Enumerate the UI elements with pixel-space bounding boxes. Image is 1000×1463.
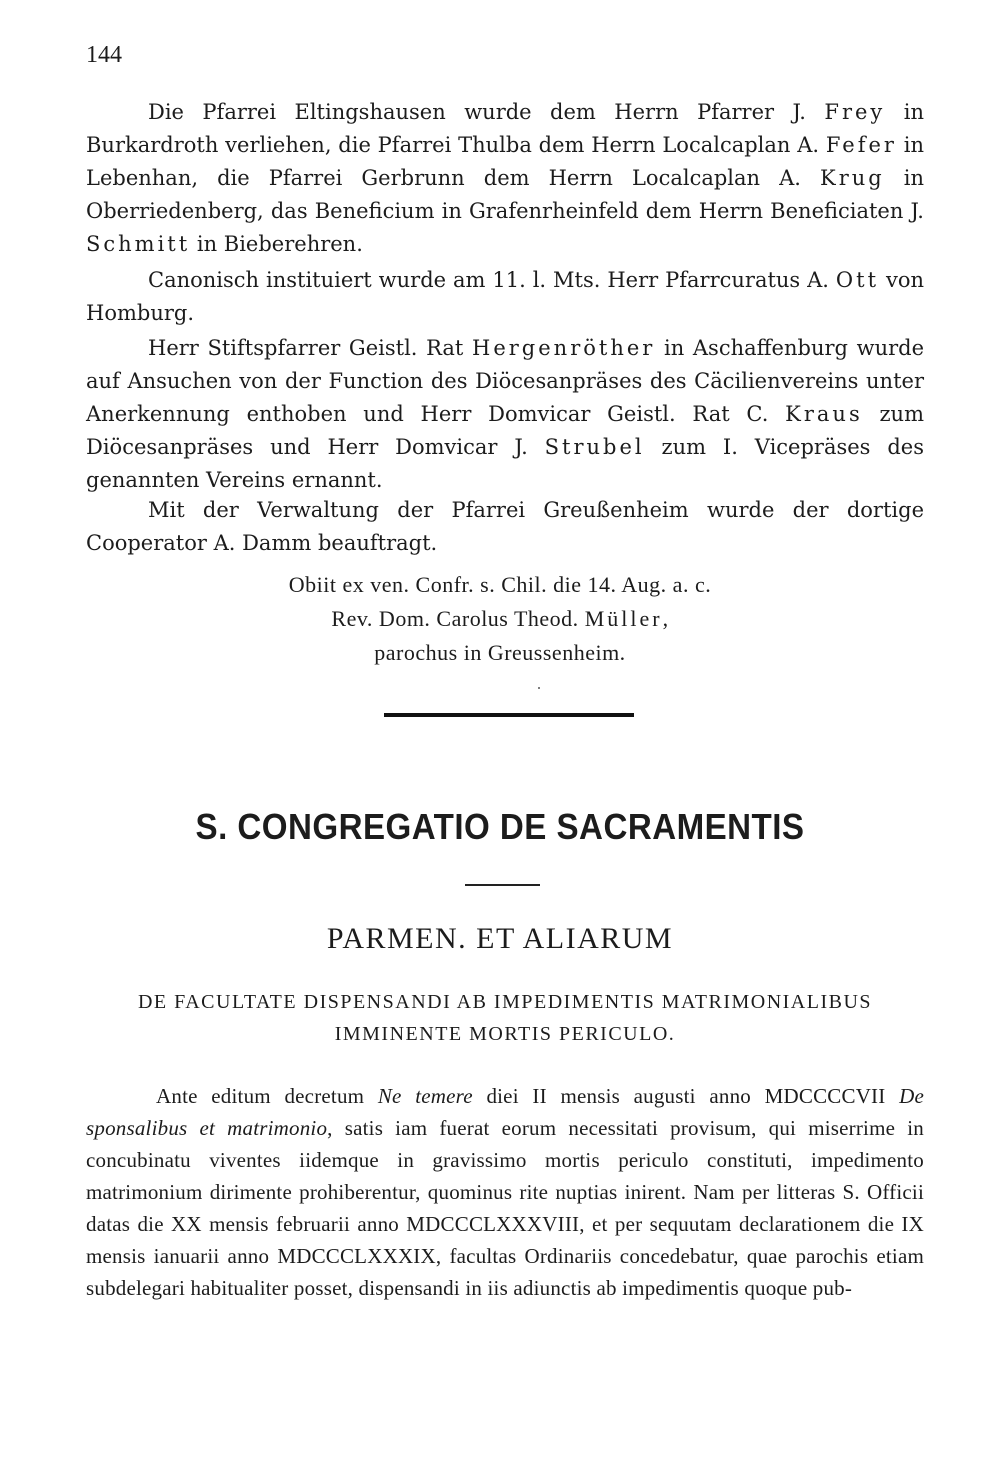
paragraph-parish-appointments bbox=[86, 96, 924, 261]
name-fefer: Fefer bbox=[825, 133, 897, 157]
section-subtitle: PARMEN. ET ALIARUM bbox=[326, 922, 674, 955]
obituary-line-3: parochus in Greussenheim. bbox=[374, 640, 626, 665]
latin-paragraph bbox=[86, 1080, 924, 1304]
text-run: Ante editum decretum bbox=[156, 1084, 378, 1108]
text-run: in Burkardroth verliehen, die Pfarrei Thulba dem Herrn Localcaplan A. bbox=[86, 100, 924, 157]
german-section-2 bbox=[86, 264, 924, 330]
ink-speck bbox=[538, 687, 540, 689]
text-run: , satis iam fuerat eorum necessitati provisum, qui miserrime in concubinatu viventes iidemque in gravissimo mortis periculo constituti, impedimento matrimonium dirimente prohiberentur, quominus rite nuptias inirent. Nam per litteras S. Officii datas die XX mensis februarii anno MDCCCLXXXVIII, et per sequutam declarationem die IX mensis ianuarii anno MDCCCLXXXIX, facultas Ordinariis concedebatur, quae parochis etiam subdelegari habitualiter posset, dispensandi in iis adiunctis ab impedimentis quoque pub- bbox=[86, 1116, 924, 1300]
text-run: Rev. Dom. Carolus Theod. bbox=[331, 606, 585, 631]
name-hergenroether: Hergenröther bbox=[472, 336, 656, 360]
decree-subtitle: De sponsalibus et matrimonio bbox=[86, 1084, 924, 1140]
text-run: zum Diöcesanpräses und Herr Domvicar J. bbox=[86, 402, 924, 459]
page-number: 144 bbox=[86, 42, 122, 68]
text-run: Die Pfarrei Eltingshausen wurde dem Herrn Pfarrer J. bbox=[148, 100, 825, 124]
title-divider bbox=[465, 884, 540, 886]
paragraph-canonical-institution bbox=[86, 264, 924, 330]
text-run: in Oberriedenberg, das Beneficium in Grafenrheinfeld dem Herrn Beneficiaten J. bbox=[86, 166, 924, 223]
obituary-line-1: Obiit ex ven. Confr. s. Chil. die 14. Aug. a. c. bbox=[288, 572, 712, 597]
text-run: diei II mensis augusti anno MDCCCCVII bbox=[472, 1084, 900, 1108]
name-frey: Frey bbox=[824, 100, 886, 124]
paragraph-administration: Mit der Verwaltung der Pfarrei Greußenheim wurde der dortige Cooperator A. Damm beauftragt. bbox=[86, 498, 924, 555]
name-schmitt: Schmitt bbox=[86, 232, 191, 256]
name-ott: Ott bbox=[835, 268, 880, 292]
text-run: in Aschaffenburg wurde auf Ansuchen von der Function des Diöcesanpräses des Cäcilienvereins unter Anerkennung enthoben und Herr Domvicar Geistl. Rat C. bbox=[86, 336, 925, 426]
name-mueller: Müller bbox=[584, 606, 663, 631]
text-run: Canonisch instituiert wurde am 11. l. Mts. Herr Pfarrcuratus A. bbox=[148, 268, 836, 292]
section-divider bbox=[384, 713, 634, 717]
section-description: DE FACULTATE DISPENSANDI AB IMPEDIMENTIS MATRIMONIALIBUS IMMINENTE MORTIS PERICULO. bbox=[137, 991, 873, 1045]
text-run: , bbox=[662, 606, 669, 631]
german-section-3 bbox=[86, 332, 924, 497]
section-title: S. CONGREGATIO DE SACRAMENTIS bbox=[195, 806, 805, 847]
text-run: zum I. Vicepräses des genannten Vereins ernannt. bbox=[86, 435, 924, 492]
text-run: in Bieberehren. bbox=[190, 232, 363, 256]
name-kraus: Kraus bbox=[785, 402, 863, 426]
name-krug: Krug bbox=[820, 166, 885, 190]
text-run: von Homburg. bbox=[86, 268, 924, 325]
text-run: in Lebenhan, die Pfarrei Gerbrunn dem Herrn Localcaplan A. bbox=[86, 133, 925, 190]
text-run: Herr Stiftspfarrer Geistl. Rat bbox=[148, 336, 473, 360]
obituary bbox=[0, 568, 1000, 670]
name-strubel: Strubel bbox=[544, 435, 645, 459]
obituary-line-2 bbox=[0, 602, 1000, 636]
german-section-4 bbox=[86, 494, 924, 560]
paragraph-caecilian-society bbox=[86, 332, 924, 497]
decree-title: Ne temere bbox=[377, 1084, 473, 1108]
german-section bbox=[86, 96, 924, 261]
